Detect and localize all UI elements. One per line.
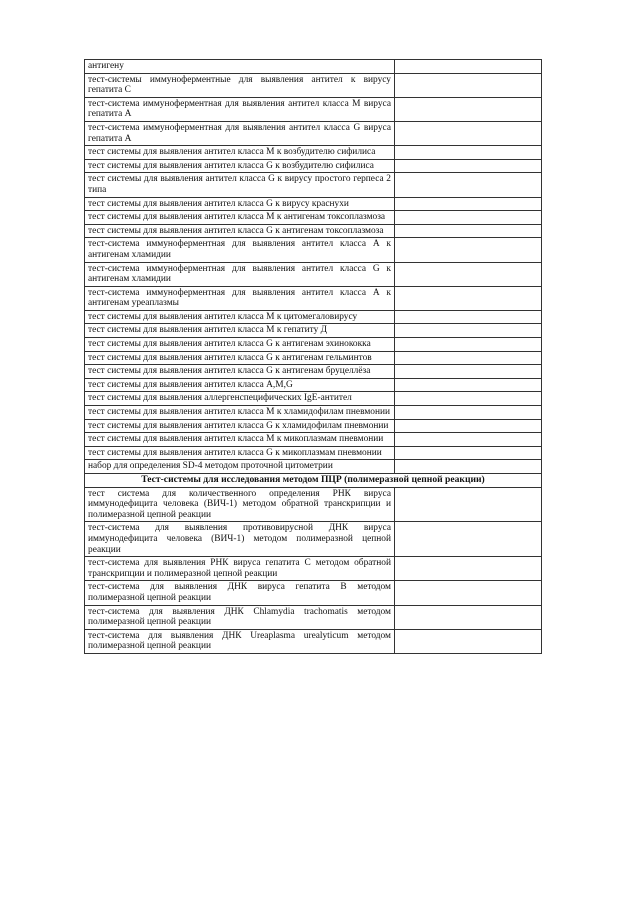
table-row <box>85 581 542 605</box>
item-description: тест-система для выявления ДНК вируса гепатита В методом полимеразной цепной реакции <box>85 581 395 605</box>
item-description: тест-система для выявления РНК вируса гепатита С методом обратной транскрипции и полимеразной цепной реакции <box>85 557 395 581</box>
item-description: тест системы для выявления антител класса М к хламидофилам пневмонии <box>85 406 395 420</box>
item-value-cell <box>395 60 542 74</box>
item-description: тест-система иммуноферментная для выявления антител класса А к антигенам хламидии <box>85 238 395 262</box>
table-row <box>85 557 542 581</box>
item-value-cell <box>395 338 542 352</box>
item-description: тест-система для выявления ДНК Chlamydia trachomatis методом полимеразной цепной реакции <box>85 605 395 629</box>
section-header-row <box>85 474 542 488</box>
table-row <box>85 324 542 338</box>
item-description: тест системы для выявления антител класса G к антигенам эхинококка <box>85 338 395 352</box>
item-value-cell <box>395 262 542 286</box>
item-description: тест-системы иммуноферментные для выявления антител к вирусу гепатита С <box>85 73 395 97</box>
table-row <box>85 97 542 121</box>
item-description: тест-система иммуноферментная для выявления антител класса А к антигенам уреаплазмы <box>85 286 395 310</box>
table-row <box>85 629 542 653</box>
item-value-cell <box>395 392 542 406</box>
item-description: тест системы для выявления антител класса G к антигенам гельминтов <box>85 351 395 365</box>
table-row <box>85 146 542 160</box>
item-value-cell <box>395 310 542 324</box>
table-row <box>85 460 542 474</box>
item-description: тест-система для выявления ДНК Ureaplasma urealyticum методом полимеразной цепной реакции <box>85 629 395 653</box>
table-row <box>85 60 542 74</box>
table-row <box>85 73 542 97</box>
item-description: тест системы для выявления антител класса G к антигенам токсоплазмоза <box>85 224 395 238</box>
table-row <box>85 446 542 460</box>
table-row <box>85 392 542 406</box>
item-description: тест системы для выявления антител класса М к гепатиту Д <box>85 324 395 338</box>
item-description: тест системы для выявления антител класса G к вирусу простого герпеса 2 типа <box>85 173 395 197</box>
item-description: тест системы для выявления антител класса А,М,G <box>85 378 395 392</box>
item-description: тест системы для выявления антител класса G к микоплазмам пневмонии <box>85 446 395 460</box>
item-description: тест системы для выявления антител класса G к вирусу краснухи <box>85 197 395 211</box>
item-value-cell <box>395 406 542 420</box>
item-value-cell <box>395 159 542 173</box>
item-value-cell <box>395 211 542 225</box>
document-table <box>84 59 542 654</box>
item-description: тест системы для выявления антител класса М к микоплазмам пневмонии <box>85 433 395 447</box>
table-row <box>85 338 542 352</box>
table-row <box>85 211 542 225</box>
item-value-cell <box>395 605 542 629</box>
item-value-cell <box>395 238 542 262</box>
item-value-cell <box>395 197 542 211</box>
table-row <box>85 419 542 433</box>
item-description: тест системы для выявления антител класса G к хламидофилам пневмонии <box>85 419 395 433</box>
item-description: тест-система для выявления противовирусной ДНК вируса иммунодефицита человека (ВИЧ-1) методом полимеразной цепной реакции <box>85 522 395 557</box>
item-value-cell <box>395 629 542 653</box>
table-row <box>85 351 542 365</box>
table-row <box>85 197 542 211</box>
section-header: Тест-системы для исследования методом ПЦР (полимеразной цепной реакции) <box>85 474 542 488</box>
item-value-cell <box>395 419 542 433</box>
item-description: тест-система иммуноферментная для выявления антител класса G вируса гепатита А <box>85 121 395 145</box>
table-row <box>85 262 542 286</box>
item-description: набор для определения SD-4 методом проточной цитометрии <box>85 460 395 474</box>
item-value-cell <box>395 224 542 238</box>
item-description: тест-система иммуноферментная для выявления антител класса М вируса гепатита А <box>85 97 395 121</box>
item-description: тест системы для выявления антител класса G к возбудителю сифилиса <box>85 159 395 173</box>
table-row <box>85 522 542 557</box>
item-value-cell <box>395 121 542 145</box>
item-value-cell <box>395 286 542 310</box>
item-value-cell <box>395 487 542 522</box>
item-value-cell <box>395 460 542 474</box>
table-row <box>85 605 542 629</box>
item-value-cell <box>395 446 542 460</box>
item-description: тест системы для выявления аллергенспецифических IgE-антител <box>85 392 395 406</box>
table-row <box>85 286 542 310</box>
item-description: тест-система иммуноферментная для выявления антител класса G к антигенам хламидии <box>85 262 395 286</box>
table-row <box>85 121 542 145</box>
item-value-cell <box>395 97 542 121</box>
table-row <box>85 173 542 197</box>
item-description: антигену <box>85 60 395 74</box>
table-row <box>85 365 542 379</box>
item-value-cell <box>395 557 542 581</box>
item-value-cell <box>395 581 542 605</box>
item-value-cell <box>395 324 542 338</box>
item-value-cell <box>395 433 542 447</box>
item-description: тест системы для выявления антител класса М к антигенам токсоплазмоза <box>85 211 395 225</box>
item-description: тест система для количественного определения РНК вируса иммунодефицита человека (ВИЧ-1) методом обратной транскрипции и полимеразной цепной реакции <box>85 487 395 522</box>
table-row <box>85 224 542 238</box>
table-row <box>85 159 542 173</box>
item-value-cell <box>395 146 542 160</box>
item-value-cell <box>395 73 542 97</box>
item-description: тест системы для выявления антител класса М к возбудителю сифилиса <box>85 146 395 160</box>
table-row <box>85 406 542 420</box>
table-row <box>85 238 542 262</box>
table-row <box>85 310 542 324</box>
item-description: тест системы для выявления антител класса G к антигенам бруцеллёза <box>85 365 395 379</box>
table-row <box>85 433 542 447</box>
table-row <box>85 487 542 522</box>
item-value-cell <box>395 173 542 197</box>
item-value-cell <box>395 522 542 557</box>
table-row <box>85 378 542 392</box>
item-value-cell <box>395 351 542 365</box>
item-value-cell <box>395 365 542 379</box>
item-value-cell <box>395 378 542 392</box>
item-description: тест системы для выявления антител класса М к цитомегаловирусу <box>85 310 395 324</box>
